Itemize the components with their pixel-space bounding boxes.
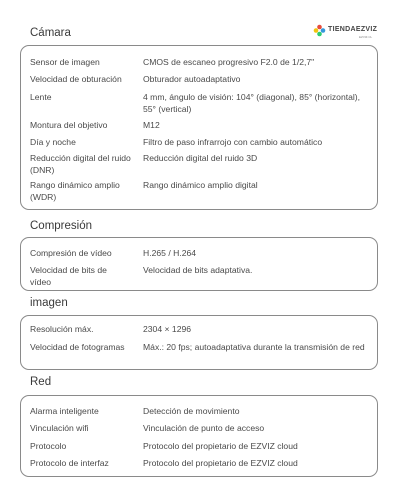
spec-value: Velocidad de bits adaptativa. bbox=[143, 265, 253, 275]
spec-label: Lente bbox=[30, 92, 52, 102]
spec-value: Rango dinámico amplio digital bbox=[143, 180, 258, 190]
spec-value: Vinculación de punto de acceso bbox=[143, 423, 265, 433]
spec-value: Reducción digital del ruido 3D bbox=[143, 153, 258, 163]
store-logo bbox=[313, 24, 385, 46]
spec-label: Protocolo de interfaz bbox=[30, 458, 109, 468]
spec-value: 4 mm, ángulo de visión: 104° (diagonal), 85° (horizontal), 55° (vertical) bbox=[143, 92, 361, 114]
spec-value: CMOS de escaneo progresivo F2.0 de 1/2,7" bbox=[143, 57, 315, 67]
spec-box-compresion bbox=[20, 237, 378, 291]
spec-value: Máx.: 20 fps; autoadaptativa durante la transmisión de red bbox=[143, 342, 365, 352]
spec-label: Resolución máx. bbox=[30, 324, 94, 334]
spec-label: Montura del objetivo bbox=[30, 120, 108, 130]
spec-label: Velocidad de fotogramas bbox=[30, 342, 125, 352]
spec-box-imagen bbox=[20, 315, 378, 370]
spec-value: Protocolo del propietario de EZVIZ cloud bbox=[143, 441, 298, 451]
spec-value: 2304 × 1296 bbox=[143, 324, 192, 334]
spec-label: Rango dinámico amplio (WDR) bbox=[30, 180, 120, 202]
spec-label: Vinculación wifi bbox=[30, 423, 89, 433]
spec-box-camara bbox=[20, 45, 378, 210]
spec-label: Alarma inteligente bbox=[30, 406, 99, 416]
logo-text: TIENDAEZVIZ bbox=[328, 26, 378, 33]
spec-label: Compresión de vídeo bbox=[30, 248, 112, 258]
spec-box-red bbox=[20, 395, 378, 477]
spec-value: Obturador autoadaptativo bbox=[143, 74, 241, 84]
spec-value: Detección de movimiento bbox=[143, 406, 240, 416]
spec-value: H.265 / H.264 bbox=[143, 248, 197, 258]
logo-subtext: EZVIZ.CL bbox=[359, 35, 373, 39]
section-title-camara: Cámara bbox=[30, 27, 71, 39]
spec-label: Sensor de imagen bbox=[30, 57, 100, 67]
spec-label: Día y noche bbox=[30, 137, 76, 147]
spec-value: Protocolo del propietario de EZVIZ cloud bbox=[143, 458, 298, 468]
spec-label: Velocidad de obturación bbox=[30, 74, 122, 84]
spec-label: Velocidad de bits de vídeo bbox=[30, 265, 107, 287]
section-title-red: Red bbox=[30, 376, 52, 388]
logo-mark-icon bbox=[313, 24, 326, 37]
section-title-imagen: imagen bbox=[30, 297, 68, 309]
spec-value: M12 bbox=[143, 120, 160, 130]
spec-label: Protocolo bbox=[30, 441, 67, 451]
spec-value: Filtro de paso infrarrojo con cambio automático bbox=[143, 137, 323, 147]
section-title-compresion: Compresión bbox=[30, 220, 92, 232]
spec-label: Reducción digital del ruido (DNR) bbox=[30, 153, 131, 175]
